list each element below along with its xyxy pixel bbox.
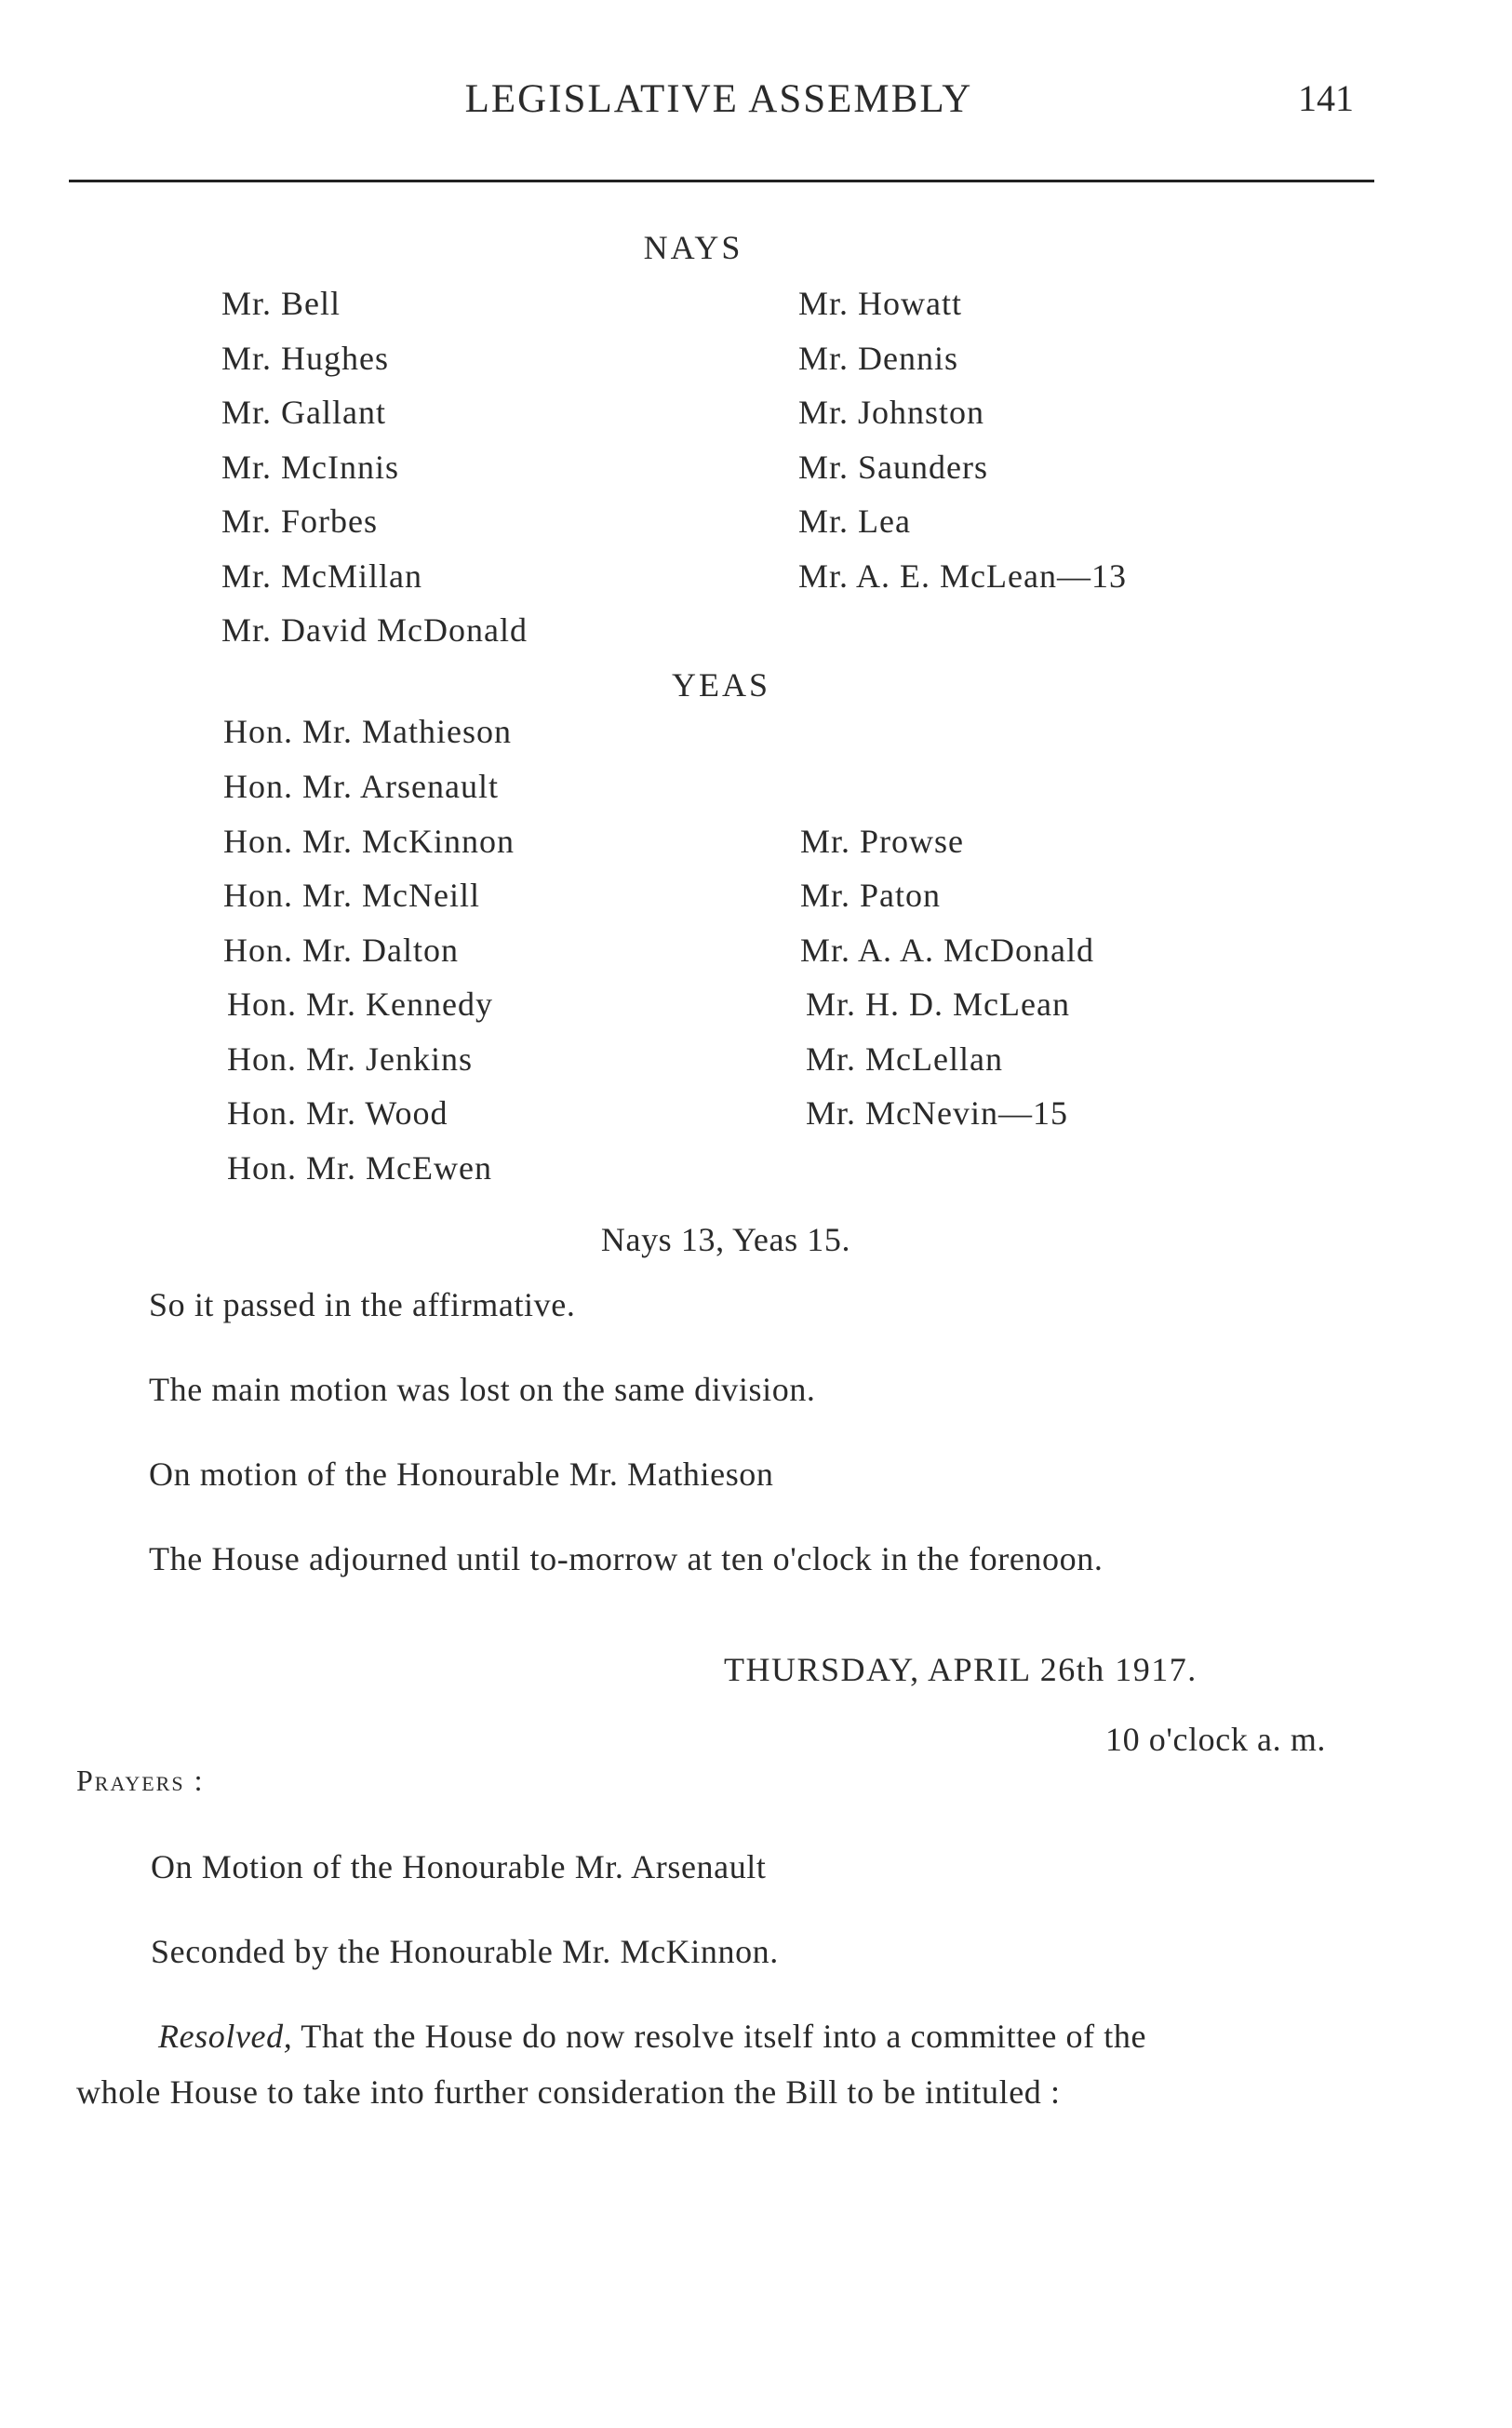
session-date: THURSDAY, APRIL 26th 1917. xyxy=(724,1651,1198,1688)
page-number: 141 xyxy=(1298,77,1354,119)
nays-left-4: Mr. McInnis xyxy=(221,449,399,486)
paragraph-main-motion: The main motion was lost on the same division. xyxy=(149,1371,816,1408)
nays-heading: NAYS xyxy=(643,229,743,266)
yeas-heading: YEAS xyxy=(671,666,770,704)
nays-left-7: Mr. David McDonald xyxy=(221,611,528,649)
yeas-right-6: Mr. McNevin—15 xyxy=(806,1094,1068,1132)
resolved-line-1 xyxy=(158,2017,1146,2056)
prayers-heading: Prayers : xyxy=(76,1764,205,1797)
resolved-line-2: whole House to take into further consideration the Bill to be intituled : xyxy=(76,2073,1061,2111)
yeas-left-5: Hon. Mr. Dalton xyxy=(223,932,459,969)
paragraph-motion-of: On motion of the Honourable Mr. Mathieson xyxy=(149,1455,774,1493)
nays-left-5: Mr. Forbes xyxy=(221,503,379,540)
yeas-left-8: Hon. Mr. Wood xyxy=(227,1094,448,1132)
yeas-left-1: Hon. Mr. Mathieson xyxy=(223,713,512,750)
nays-right-1: Mr. Howatt xyxy=(798,285,962,322)
header-rule xyxy=(69,180,1374,182)
nays-right-4: Mr. Saunders xyxy=(798,449,988,486)
yeas-right-1: Mr. Prowse xyxy=(800,823,965,860)
yeas-right-4: Mr. H. D. McLean xyxy=(806,986,1070,1023)
nays-left-2: Mr. Hughes xyxy=(221,340,389,377)
nays-left-1: Mr. Bell xyxy=(221,285,341,322)
nays-right-3: Mr. Johnston xyxy=(798,394,985,431)
paragraph-adjourned: The House adjourned until to-morrow at ten o'clock in the forenoon. xyxy=(149,1540,1104,1577)
nays-right-2: Mr. Dennis xyxy=(798,340,958,377)
yeas-left-9: Hon. Mr. McEwen xyxy=(227,1149,492,1187)
yeas-left-6: Hon. Mr. Kennedy xyxy=(227,986,493,1023)
nays-left-3: Mr. Gallant xyxy=(221,394,386,431)
yeas-left-7: Hon. Mr. Jenkins xyxy=(227,1040,474,1078)
session-time: 10 o'clock a. m. xyxy=(1105,1721,1327,1758)
nays-right-5: Mr. Lea xyxy=(798,503,911,540)
yeas-left-3: Hon. Mr. McKinnon xyxy=(223,823,515,860)
resolved-word: Resolved, xyxy=(158,2018,293,2055)
paragraph-affirmative: So it passed in the affirmative. xyxy=(149,1286,576,1323)
yeas-right-5: Mr. McLellan xyxy=(806,1040,1003,1078)
yeas-left-4: Hon. Mr. McNeill xyxy=(223,877,480,914)
motion-arsenault: On Motion of the Honourable Mr. Arsenault xyxy=(151,1848,767,1885)
running-head: LEGISLATIVE ASSEMBLY xyxy=(464,77,973,121)
yeas-right-3: Mr. A. A. McDonald xyxy=(800,932,1095,969)
nays-left-6: Mr. McMillan xyxy=(221,557,422,595)
seconded-mckinnon: Seconded by the Honourable Mr. McKinnon. xyxy=(151,1933,779,1970)
nays-right-6: Mr. A. E. McLean—13 xyxy=(798,557,1127,595)
yeas-right-2: Mr. Paton xyxy=(800,877,942,914)
vote-tally: Nays 13, Yeas 15. xyxy=(600,1221,851,1258)
yeas-left-2: Hon. Mr. Arsenault xyxy=(223,768,499,805)
resolved-text: That the House do now resolve itself into a committee of the xyxy=(292,2018,1147,2055)
